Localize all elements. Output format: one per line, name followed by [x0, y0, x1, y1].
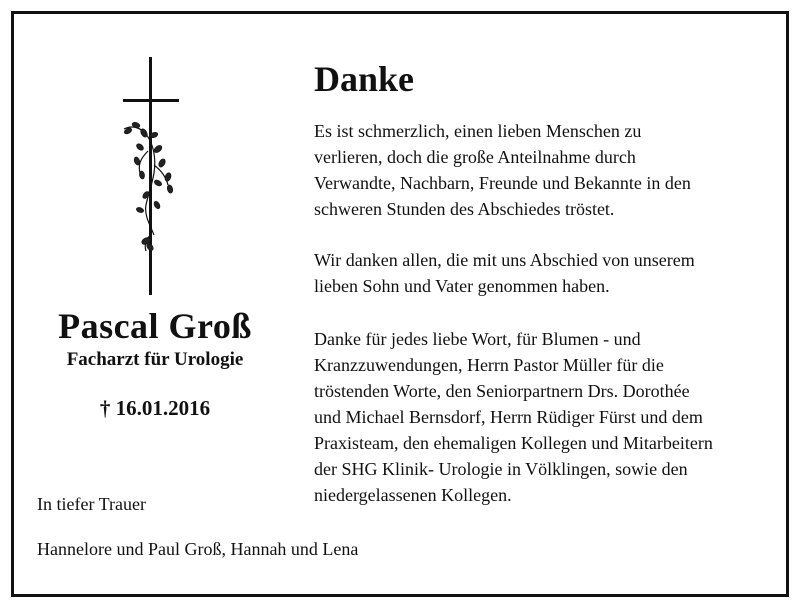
deceased-name: Pascal Groß	[58, 306, 252, 346]
thanks-paragraph-1: Es ist schmerzlich, einen lieben Menschen zu verlieren, doch die große Anteilnahme durch Verwandte, Nachbarn, Freunde und Bekannte in den schweren Stunden des Abschiedes tröstet.	[314, 121, 691, 219]
cross-with-birch-branch-icon	[110, 55, 190, 300]
thanks-paragraph-2: Wir danken allen, die mit uns Abschied von unserem lieben Sohn und Vater genommen haben.	[314, 250, 695, 296]
thanks-heading: Danke	[314, 59, 415, 99]
profession: Facharzt für Urologie	[66, 349, 244, 370]
family-signature: Hannelore und Paul Groß, Hannah und Lena	[37, 539, 359, 559]
mourning-label: In tiefer Trauer	[37, 494, 146, 514]
thanks-paragraph-3: Danke für jedes liebe Wort, für Blumen - und Kranzzuwendungen, Herrn Pastor Müller für die tröstenden Worte, den Seniorpartnern Drs. Dorothée und Michael Bernsdorf, Herrn Rüdiger Fürst und dem Praxisteam, den ehemaligen Kollegen und Mitarbeitern der SHG Klinik- Urologie in Völklingen, sowie den niedergelassenen Kollegen.	[314, 329, 713, 505]
death-date: † 16.01.2016	[99, 396, 211, 420]
